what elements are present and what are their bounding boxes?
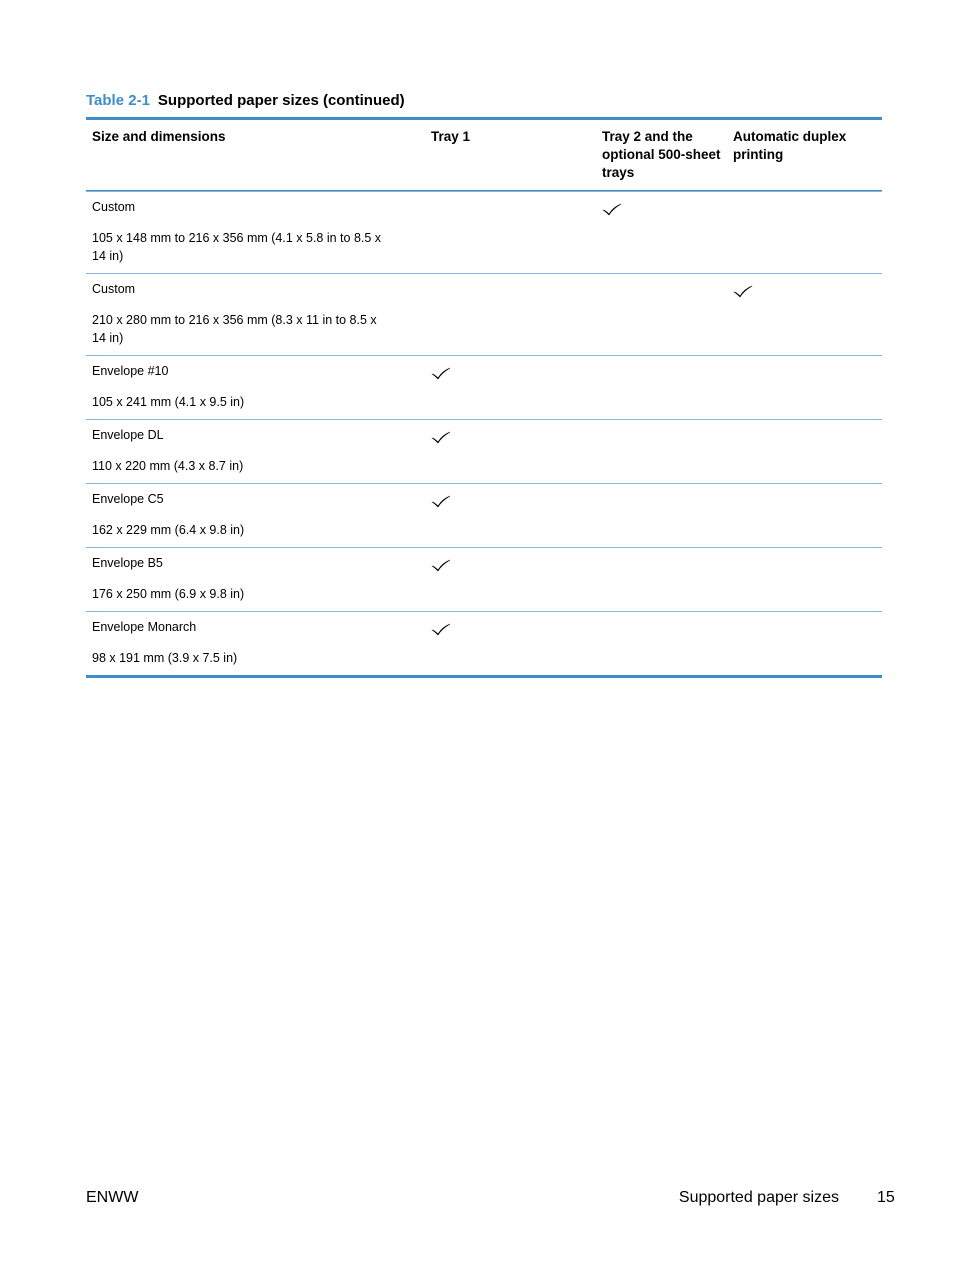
table-row [86, 547, 882, 611]
tray-2-cell [596, 548, 727, 611]
table-caption [86, 92, 405, 109]
tray-2-cell [596, 420, 727, 483]
table-row [86, 483, 882, 547]
size-dimensions: 98 x 191 mm (3.9 x 7.5 in) [92, 651, 238, 665]
size-name: Envelope DL [92, 428, 164, 442]
tray-1-cell [425, 548, 596, 611]
tray-2-cell [596, 192, 727, 273]
size-cell [86, 420, 425, 483]
checkmark-icon [602, 202, 622, 216]
size-cell [86, 274, 425, 355]
checkmark-icon [431, 558, 451, 572]
duplex-cell [727, 612, 882, 675]
table-row [86, 611, 882, 675]
size-dimensions: 105 x 241 mm (4.1 x 9.5 in) [92, 395, 245, 409]
duplex-cell [727, 274, 882, 355]
size-cell [86, 484, 425, 547]
table-row [86, 191, 882, 273]
checkmark-icon [431, 494, 451, 508]
size-cell [86, 356, 425, 419]
tray-2-cell [596, 356, 727, 419]
tray-1-cell [425, 274, 596, 355]
tray-1-cell [425, 612, 596, 675]
duplex-cell [727, 192, 882, 273]
size-name: Custom [92, 282, 136, 296]
size-dimensions: 110 x 220 mm (4.3 x 8.7 in) [92, 459, 244, 473]
checkmark-icon [431, 430, 451, 444]
table-title: Supported paper sizes (continued) [157, 92, 405, 109]
size-dimensions: 176 x 250 mm (6.9 x 9.8 in) [92, 587, 245, 601]
duplex-cell [727, 548, 882, 611]
size-name: Envelope B5 [92, 556, 163, 570]
size-name: Custom [92, 200, 136, 214]
header-size-and-dimensions: Size and dimensions [92, 129, 226, 144]
table-number: Table 2-1 [86, 92, 150, 109]
size-dimensions: 162 x 229 mm (6.4 x 9.8 in) [92, 523, 245, 537]
tray-1-cell [425, 192, 596, 273]
header-tray-1: Tray 1 [431, 129, 471, 144]
size-name: Envelope #10 [92, 364, 169, 378]
tray-2-cell [596, 484, 727, 547]
duplex-cell [727, 484, 882, 547]
table-row [86, 355, 882, 419]
table-row [86, 419, 882, 483]
footer-section-title: Supported paper sizes [678, 1189, 839, 1206]
checkmark-icon [733, 284, 753, 298]
size-dimensions: 105 x 148 mm to 216 x 356 mm (4.1 x 5.8 in to 8.5 x 14 in) [92, 231, 382, 263]
tray-1-cell [425, 356, 596, 419]
duplex-cell [727, 356, 882, 419]
checkmark-icon [431, 622, 451, 636]
table-body [86, 191, 882, 675]
size-name: Envelope C5 [92, 492, 164, 506]
table-header-row [86, 120, 882, 191]
tray-1-cell [425, 484, 596, 547]
table-row [86, 273, 882, 355]
size-cell [86, 548, 425, 611]
size-name: Envelope Monarch [92, 620, 197, 634]
size-dimensions: 210 x 280 mm to 216 x 356 mm (8.3 x 11 in to 8.5 x 14 in) [92, 313, 377, 345]
size-cell [86, 192, 425, 273]
duplex-cell [727, 420, 882, 483]
header-automatic-duplex: Automatic duplex printing [733, 129, 847, 162]
size-cell [86, 612, 425, 675]
footer-document-code: ENWW [86, 1189, 139, 1206]
tray-2-cell [596, 274, 727, 355]
header-tray-2: Tray 2 and the optional 500-sheet trays [602, 129, 721, 180]
tray-1-cell [425, 420, 596, 483]
paper-sizes-table [86, 117, 882, 678]
tray-2-cell [596, 612, 727, 675]
checkmark-icon [431, 366, 451, 380]
footer-page-number: 15 [877, 1189, 895, 1206]
